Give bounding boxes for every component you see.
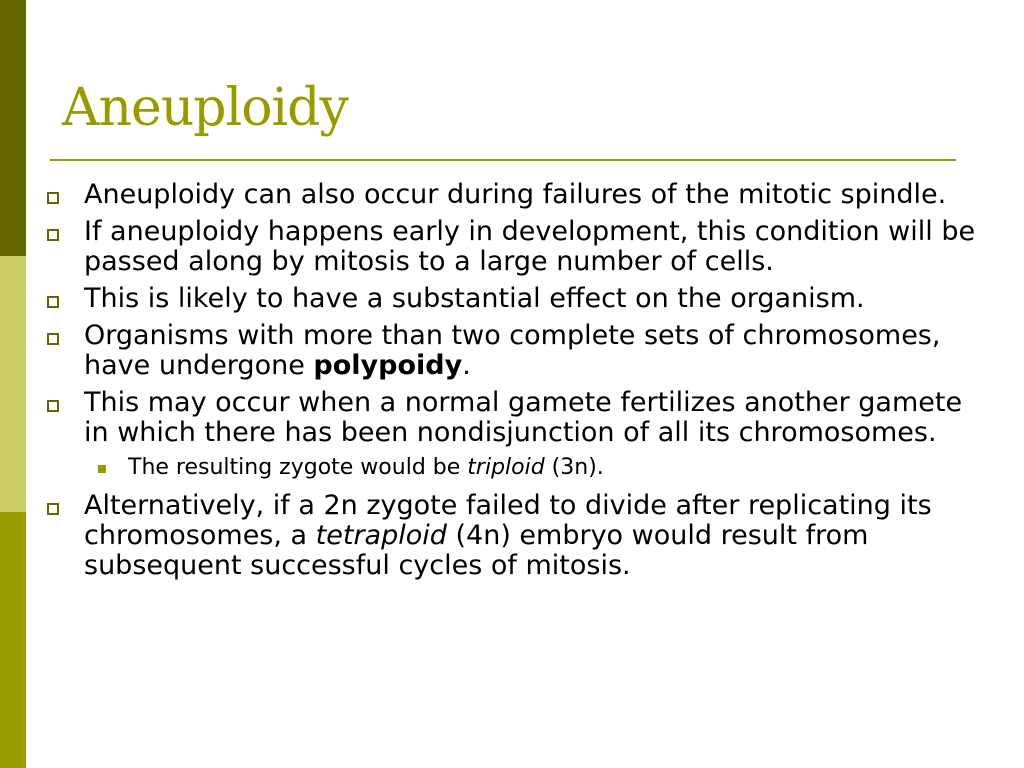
bullet-item	[44, 321, 984, 381]
filled-square-bullet-icon	[98, 465, 106, 473]
bold-term: polypoidy	[313, 350, 463, 381]
hollow-square-bullet-icon	[47, 333, 59, 345]
sub-bullet-text-end: (3n).	[544, 455, 604, 480]
slide-content	[44, 180, 984, 588]
title-underline	[50, 159, 956, 161]
hollow-square-bullet-icon	[47, 296, 59, 308]
sub-bullet-item	[44, 453, 984, 483]
side-bar-light	[0, 256, 26, 512]
italic-term: triploid	[467, 455, 545, 480]
slide-title: Aneuploidy	[62, 78, 348, 138]
side-bar-olive	[0, 512, 26, 768]
hollow-square-bullet-icon	[47, 400, 59, 412]
hollow-square-bullet-icon	[47, 503, 59, 515]
bullet-text-end: (4n) embryo would result from subsequent successful cycles of mitosis.	[84, 520, 869, 581]
hollow-square-bullet-icon	[47, 192, 59, 204]
bullet-text-start: Alternatively, if a 2n zygote failed to divide after replicating its chromosomes, a	[84, 490, 932, 551]
side-bar-dark	[0, 0, 26, 256]
bullet-item	[44, 388, 984, 448]
bullet-text: If aneuploidy happens early in development, this condition will be passed along by mitosis to a large number of cells.	[84, 216, 976, 277]
bullet-text: This may occur when a normal gamete fertilizes another gamete in which there has been nondisjunction of all its chromosomes.	[84, 387, 963, 448]
bullet-item	[44, 217, 984, 277]
bullet-text: Aneuploidy can also occur during failures of the mitotic spindle.	[84, 179, 947, 210]
bullet-item	[44, 180, 984, 210]
bullet-text: This is likely to have a substantial effect on the organism.	[84, 283, 865, 314]
bullet-text-start: Organisms with more than two complete sets of chromosomes, have undergone	[84, 320, 941, 381]
italic-term: tetraploid	[315, 520, 447, 551]
bullet-item	[44, 284, 984, 314]
sub-bullet-text-start: The resulting zygote would be	[128, 455, 468, 480]
bullet-text-end: .	[462, 350, 471, 381]
bullet-item	[44, 491, 984, 581]
hollow-square-bullet-icon	[47, 229, 59, 241]
